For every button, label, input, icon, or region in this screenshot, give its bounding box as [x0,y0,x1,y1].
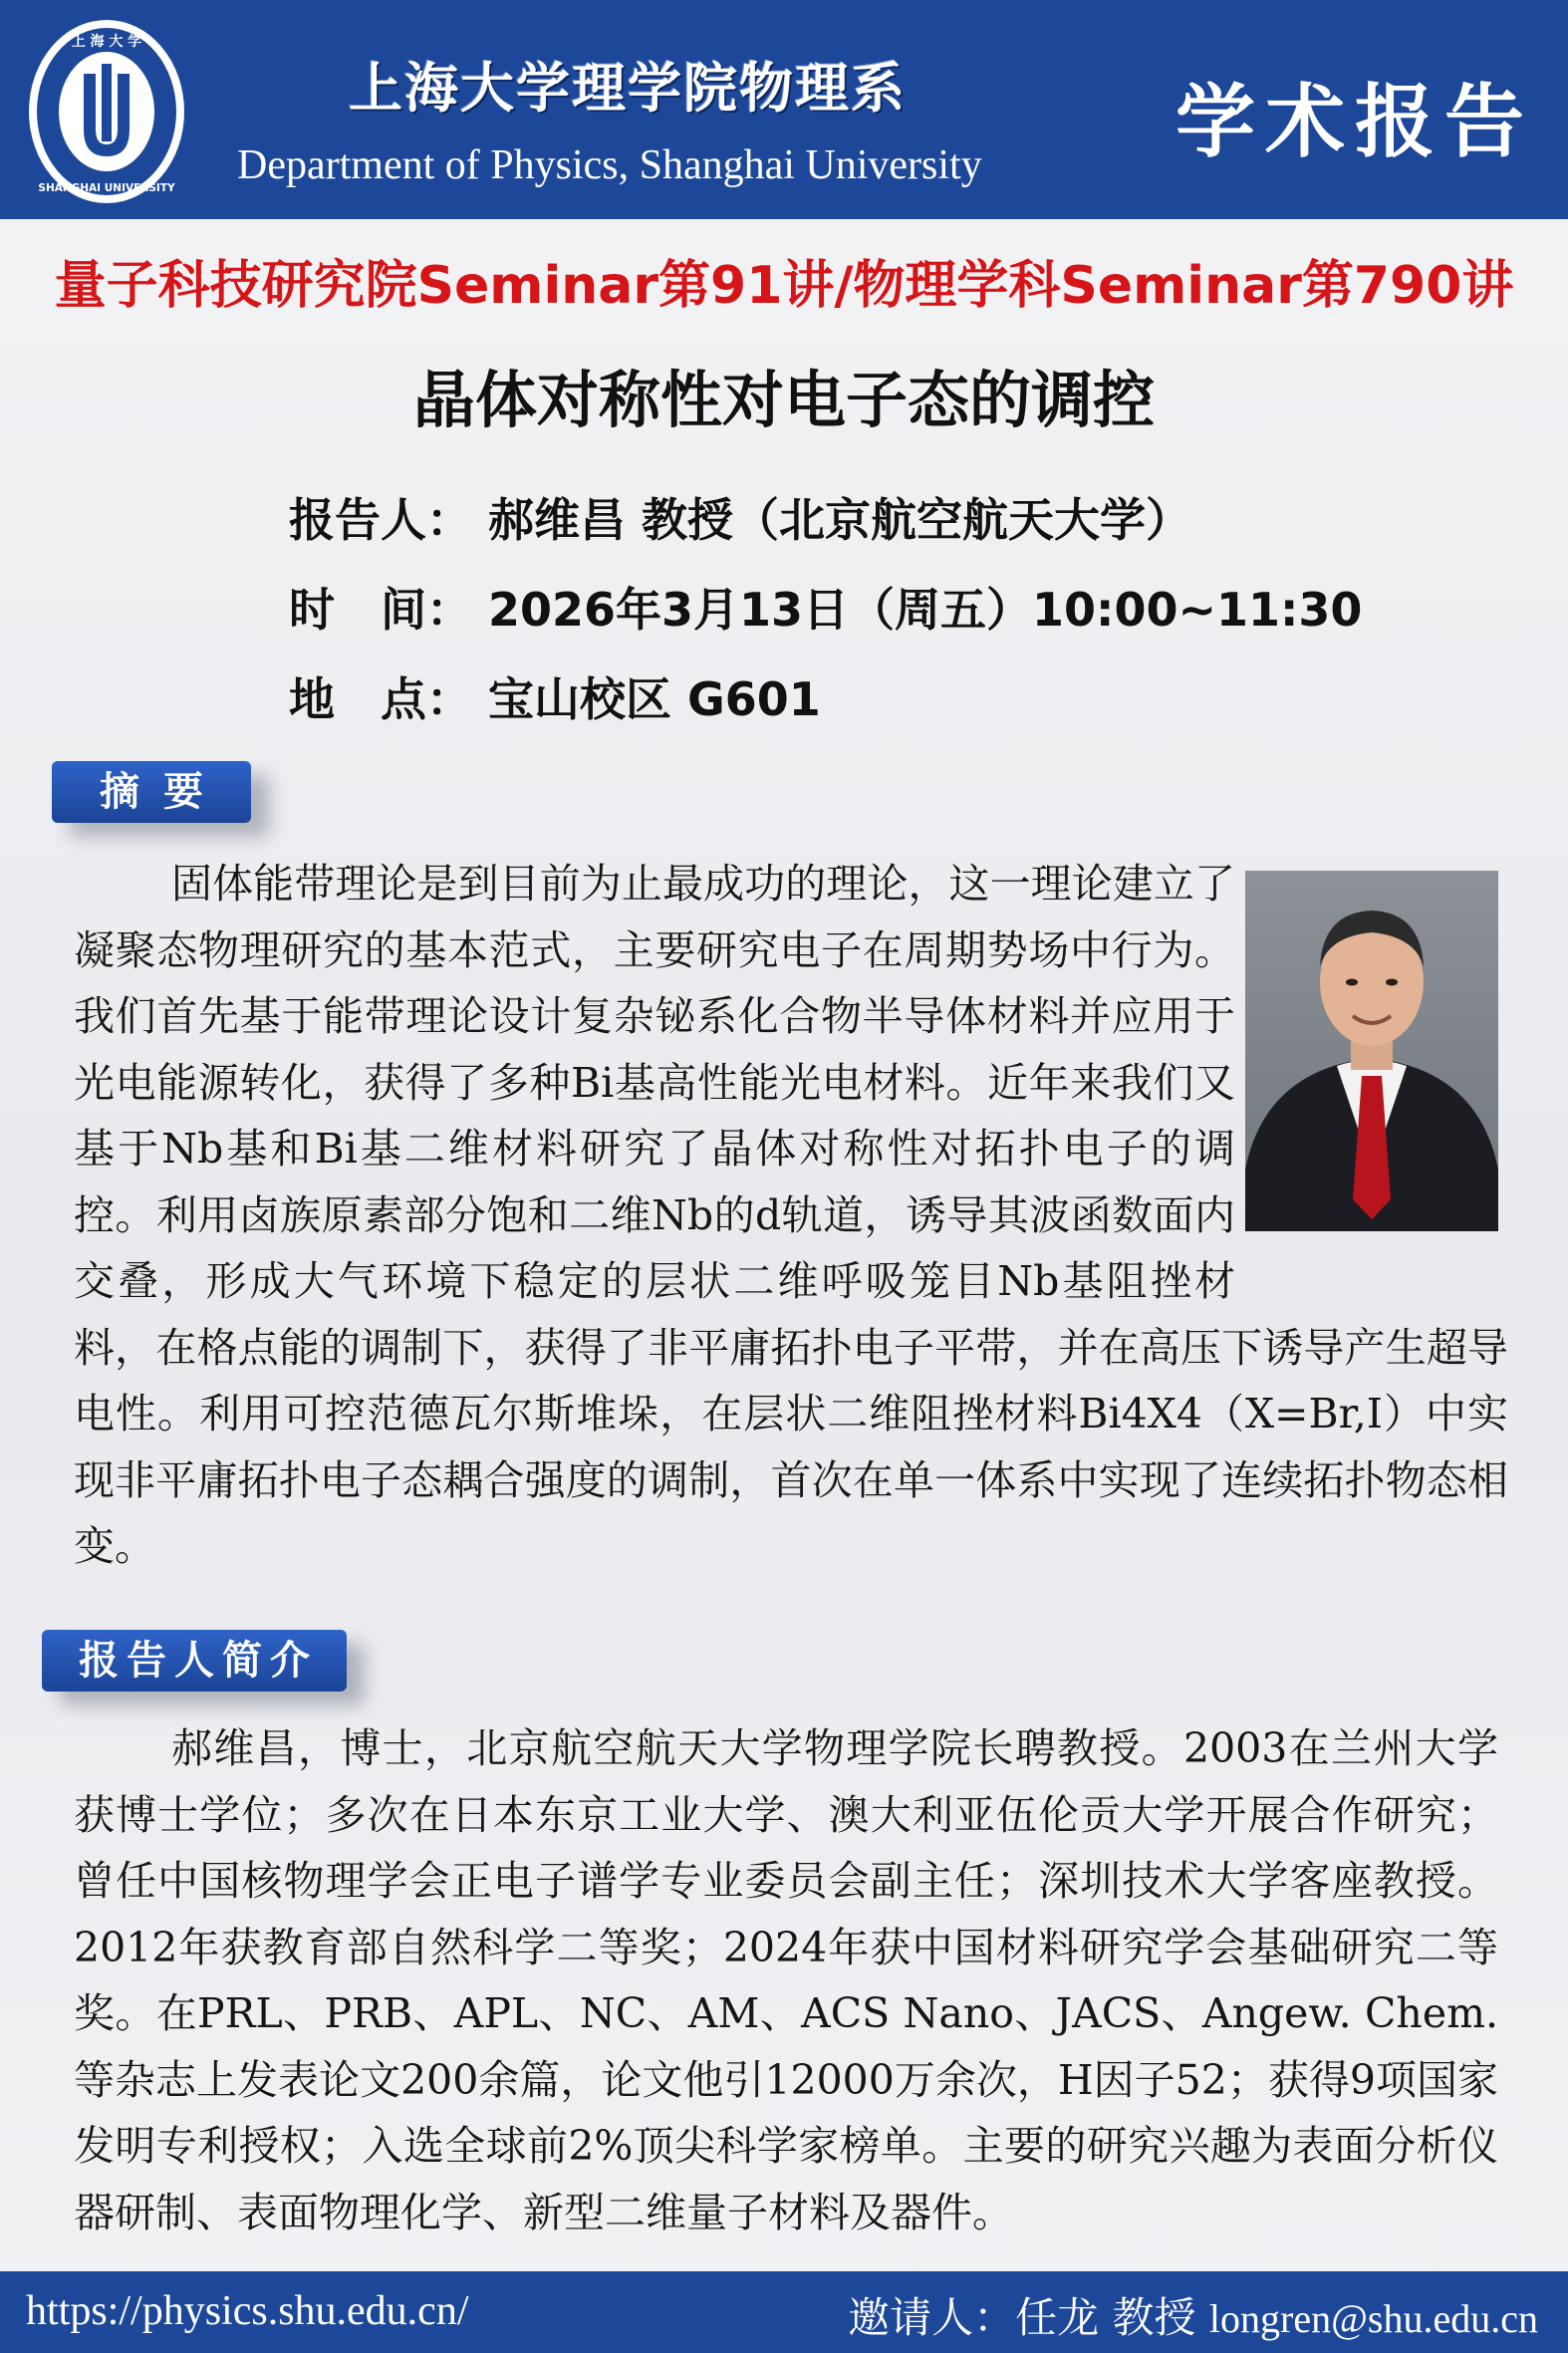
department-name-cn: 上海大学理学院物理系 [349,57,907,120]
inviter-line [848,2285,1538,2345]
footer-bar [0,2271,1568,2353]
svg-text:SHANGHAI UNIVERSITY: SHANGHAI UNIVERSITY [38,182,175,194]
place-label: 地 点： [289,672,472,726]
seminar-series: 量子科技研究院Seminar第91讲/物理学科Seminar第790讲 [54,256,1514,316]
time-label: 时 间： [289,583,472,637]
department-url-link[interactable]: https://physics.shu.edu.cn/ [26,2288,469,2334]
abstract-text: 固体能带理论是到目前为止最成功的理论，这一理论建立了凝聚态物理研究的基本范式，主要研究电子在周期势场中行为。我们首先基于能带理论设计复杂铋系化合物半导体材料并应用于光电能源转化，获得了多种Bi基高性能光电材料。近年来我们又基于Nb基和Bi基二维材料研究了晶体对称性对拓扑电子的调控。利用卤族原素部分饱和二维Nb的d轨道，诱导其波函数面内交叠，形成大气环境下稳定的层状二维呼吸笼目Nb基阻挫材料，在格点能的调制下，获得了非平庸拓扑电子平带，并在高压下诱导产生超导电性。利用可控范德瓦尔斯堆垛，在层状二维阻挫材料Bi4X4（X=Br,I）中实现非平庸拓扑电子态耦合强度的调制，首次在单一体系中实现了连续拓扑物态相变。 [74,851,1508,1580]
talk-title: 晶体对称性对电子态的调控 [412,364,1155,436]
header-title: 学术报告 [1176,75,1534,168]
place-value: 宝山校区 G601 [488,672,821,726]
university-logo-icon [22,12,191,211]
place-line [289,663,821,729]
time-value: 2026年3月13日（周五）10:00~11:30 [488,583,1363,637]
svg-text:上 海 大 学: 上 海 大 学 [71,34,142,50]
speaker-line [289,484,1191,550]
department-name-en: Department of Physics, Shanghai University [237,142,982,188]
header-banner [0,0,1568,219]
bio-heading: 报告人简介 [42,1630,347,1692]
time-line [289,574,1362,640]
inviter-label: 邀请人： [848,2293,1016,2342]
speaker-value: 郝维昌 教授（北京航空航天大学） [488,493,1192,547]
speaker-label: 报告人： [289,493,472,547]
photo-wrap-spacer [1235,851,1508,1249]
inviter-email[interactable]: longren@shu.edu.cn [1208,2296,1538,2341]
bio-text: 郝维昌，博士，北京航空航天大学物理学院长聘教授。2003在兰州大学获博士学位；多次在日本东京工业大学、澳大利亚伍伦贡大学开展合作研究；曾任中国核物理学会正电子谱学专业委员会副主任；深圳技术大学客座教授。2012年获教育部自然科学二等奖；2024年获中国材料研究学会基础研究二等奖。在PRL、PRB、APL、NC、AM、ACS Nano、JACS、Angew. Chem.等杂志上发表论文200余篇，论文他引12000万余次，H因子52；获得9项国家发明专利授权；入选全球前2%顶尖科学家榜单。主要的研究兴趣为表面分析仪器研制、表面物理化学、新型二维量子材料及器件。 [74,1724,1498,2236]
inviter-name: 任龙 教授 [1015,2293,1196,2342]
abstract-heading: 摘要 [52,761,251,823]
